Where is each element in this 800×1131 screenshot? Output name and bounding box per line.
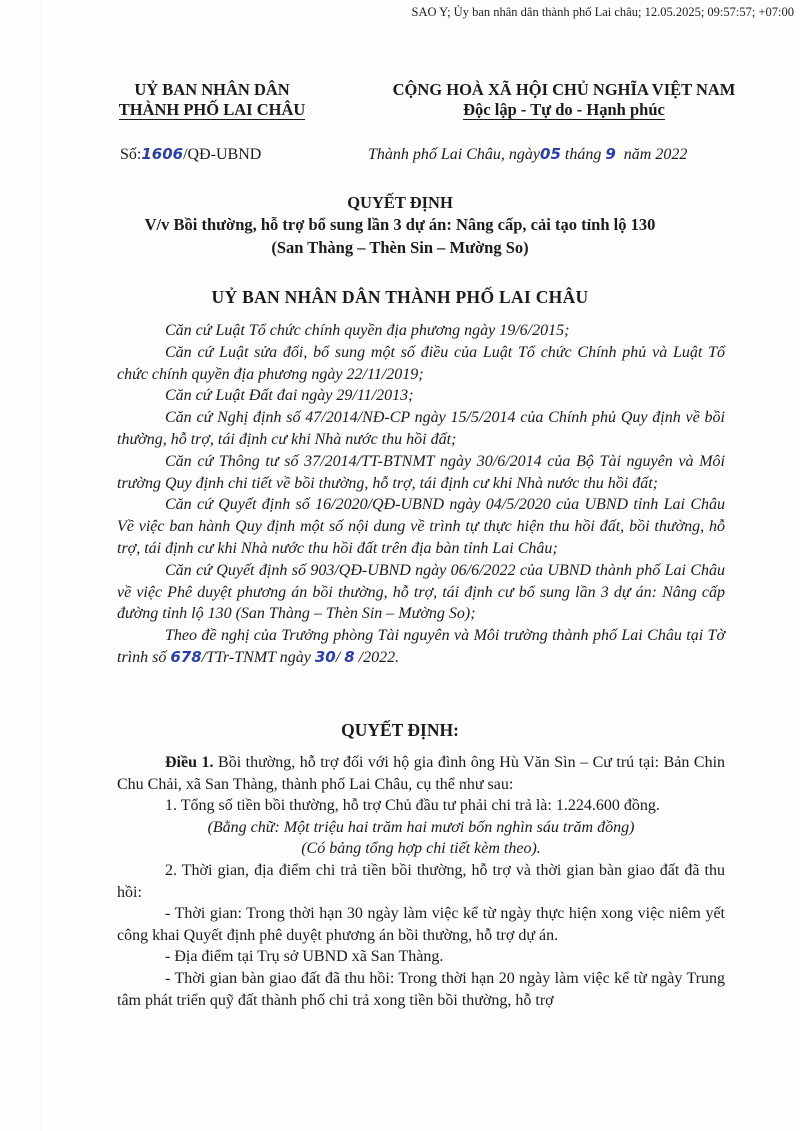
scan-edge	[40, 0, 41, 1131]
decision-subject: V/v Bồi thường, hỗ trợ bổ sung lần 3 dự án: Nâng cấp, cải tạo tỉnh lộ 130	[144, 215, 656, 234]
article-1-text: Bồi thường, hỗ trợ đối với hộ gia đình ông Hù Văn Sìn – Cư trú tại: Bản Chin Chu Chải, xã San Thàng, thành phố Lai Châu, cụ thể như sau:	[117, 754, 726, 793]
handwritten-report-day: 30	[314, 647, 336, 666]
report-date-separator: /	[335, 648, 341, 666]
agency-line-2: THÀNH PHỐ LAI CHÂU	[118, 100, 306, 119]
digital-copy-stamp: SAO Y; Ủy ban nhân dân thành phố Lai châu; 12.05.2025; 09:57:57; +07:00	[411, 5, 794, 19]
compensation-total: 1. Tổng số tiền bồi thường, hỗ trợ Chủ đầu tư phải chi trả là: 1.224.600 đồng.	[165, 797, 660, 815]
basis-item: Căn cứ Quyết định số 903/QĐ-UBND ngày 06/6/2022 của UBND thành phố Lai Châu về việc Phê duyệt phương án bồi thường, hỗ trợ, tái định cư bổ sung lần 3 dự án: Nâng cấp đường tỉnh lộ 130 (San Thàng – Thèn Sin – Mường So);	[117, 561, 725, 623]
decision-heading: QUYẾT ĐỊNH	[347, 193, 453, 212]
basis-item: Căn cứ Quyết định số 16/2020/QĐ-UBND ngày 04/5/2020 của UBND tỉnh Lai Châu Về việc ban hành Quy định một số nội dung về trình tự thực hiện thu hồi đất, bồi thường, hỗ trợ, tái định cư khi Nhà nước thu hồi đất trên địa bàn tỉnh Lai Châu;	[117, 496, 725, 557]
handwritten-month: 9	[605, 145, 616, 163]
motto-line: Độc lập - Tự do - Hạnh phúc	[463, 100, 665, 119]
article-1-label: Điều 1.	[165, 754, 214, 771]
land-handover-time: - Thời gian bàn giao đất đã thu hồi: Trong thời hạn 20 ngày làm việc kể từ ngày Trung tâm phát triển quỹ đất thành phố chi trả xong tiền bồi thường, hỗ trợ	[117, 969, 725, 1009]
basis-item: Căn cứ Thông tư số 37/2014/TT-BTNMT ngày 30/6/2014 của Bộ Tài nguyên và Môi trường Quy định chi tiết về bồi thường, hỗ trợ, tái định cư khi Nhà nước thu hồi đất;	[117, 452, 725, 492]
document-date	[368, 145, 687, 164]
handwritten-number: 1606	[141, 145, 184, 163]
decision-body	[117, 752, 725, 1011]
issuing-agency	[108, 80, 316, 120]
issuing-authority: UỶ BAN NHÂN DÂN THÀNH PHỐ LAI CHÂU	[211, 287, 589, 307]
date-prefix: Thành phố Lai Châu, ngày	[368, 146, 541, 163]
basis-item: Căn cứ Luật Tổ chức chính quyền địa phương ngày 19/6/2015;	[165, 322, 570, 339]
attached-table-note: (Có bảng tổng hợp chi tiết kèm theo).	[301, 840, 541, 858]
month-label: tháng	[564, 146, 602, 163]
amount-in-words: (Bằng chữ: Một triệu hai trăm hai mươi bốn nghìn sáu trăm đồng)	[207, 818, 635, 836]
basis-item: Căn cứ Luật sửa đổi, bổ sung một số điều của Luật Tổ chức Chính phủ và Luật Tổ chức chính quyền địa phương ngày 22/11/2019;	[117, 343, 725, 383]
number-prefix: Số:	[120, 146, 142, 163]
agency-line-1: UỶ BAN NHÂN DÂN	[134, 80, 290, 99]
document-number	[120, 145, 261, 164]
basis-item: Căn cứ Nghị định số 47/2014/NĐ-CP ngày 15/5/2014 của Chính phủ Quy định về bồi thường, hỗ trợ, tái định cư khi Nhà nước thu hồi đất;	[117, 409, 725, 448]
payment-time-place: 2. Thời gian, địa điểm chi trả tiền bồi thường, hỗ trợ và thời gian bàn giao đất đã thu hồi:	[117, 861, 725, 901]
proposal-paragraph	[117, 625, 725, 669]
article-1	[117, 752, 725, 795]
number-suffix: /QĐ-UBND	[183, 146, 262, 163]
handwritten-report-number: 678	[170, 647, 202, 666]
payment-place: - Địa điểm tại Trụ sở UBND xã San Thàng.	[165, 948, 444, 966]
handwritten-report-month: 8	[344, 647, 355, 666]
decision-subject-route: (San Thàng – Thèn Sin – Mường So)	[271, 238, 529, 257]
legal-basis	[117, 320, 725, 669]
payment-time: - Thời gian: Trong thời hạn 30 ngày làm việc kể từ ngày thực hiện xong việc niêm yết công khai Quyết định phê duyệt phương án bồi thường, hỗ trợ dự án.	[117, 905, 725, 944]
year-text: năm 2022	[623, 146, 688, 163]
proposal-text: Theo đề nghị của Trưởng phòng Tài nguyên và Môi trường thành phố Lai Châu tại Tờ trình số	[117, 627, 725, 666]
proposal-text-end: /2022.	[358, 648, 400, 666]
handwritten-day: 05	[540, 145, 561, 163]
nation-name: CỘNG HOÀ XÃ HỘI CHỦ NGHĨA VIỆT NAM	[392, 80, 736, 99]
basis-item: Căn cứ Luật Đất đai ngày 29/11/2013;	[165, 387, 414, 405]
proposal-text-mid: /TTr-TNMT ngày	[201, 648, 311, 666]
decision-section-title: QUYẾT ĐỊNH:	[341, 720, 459, 740]
national-motto	[364, 80, 764, 120]
